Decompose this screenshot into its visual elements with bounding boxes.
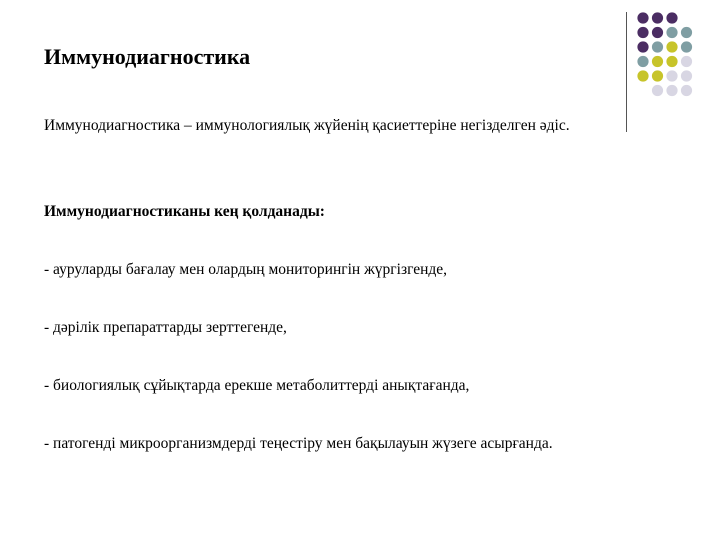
decorative-dot: [681, 56, 692, 67]
decorative-dot: [637, 56, 648, 67]
decorative-dot: [637, 27, 648, 38]
decorative-dot: [666, 85, 677, 96]
decorative-dot: [681, 41, 692, 52]
decorative-dot: [666, 27, 677, 38]
decorative-dot: [681, 27, 692, 38]
decorative-dot: [666, 56, 677, 67]
decorative-dot: [652, 56, 663, 67]
decorative-dot-grid: [635, 10, 695, 120]
decorative-dot: [652, 85, 663, 96]
decorative-dot: [652, 41, 663, 52]
decorative-dot: [652, 12, 663, 23]
decorative-dot: [637, 12, 648, 23]
list-item: - патогенді микроорганизмдерді теңестіру мен бақылауын жүзеге асырғанда.: [44, 435, 553, 452]
decorative-dot: [652, 27, 663, 38]
decorative-dot: [666, 12, 677, 23]
slide-title: Иммунодиагностика: [44, 44, 251, 69]
decorative-dot: [666, 70, 677, 81]
decorative-divider: [626, 12, 627, 132]
list-item: - биологиялық сұйықтарда ерекше метаболиттерді анықтағанда,: [44, 377, 470, 394]
decorative-dot: [681, 70, 692, 81]
definition-text: Иммунодиагностика – иммунологиялық жүйенің қасиеттеріне негізделген әдіс.: [44, 117, 570, 134]
decorative-dot: [637, 70, 648, 81]
list-item: - ауруларды бағалау мен олардың мониторингін жүргізгенде,: [44, 261, 448, 278]
subheading: Иммунодиагностиканы кең қолданады:: [44, 203, 325, 220]
decorative-dot: [652, 70, 663, 81]
list-item: - дәрілік препараттарды зерттегенде,: [44, 319, 287, 336]
decorative-dot: [666, 41, 677, 52]
decorative-dot: [681, 85, 692, 96]
decorative-dot: [637, 41, 648, 52]
